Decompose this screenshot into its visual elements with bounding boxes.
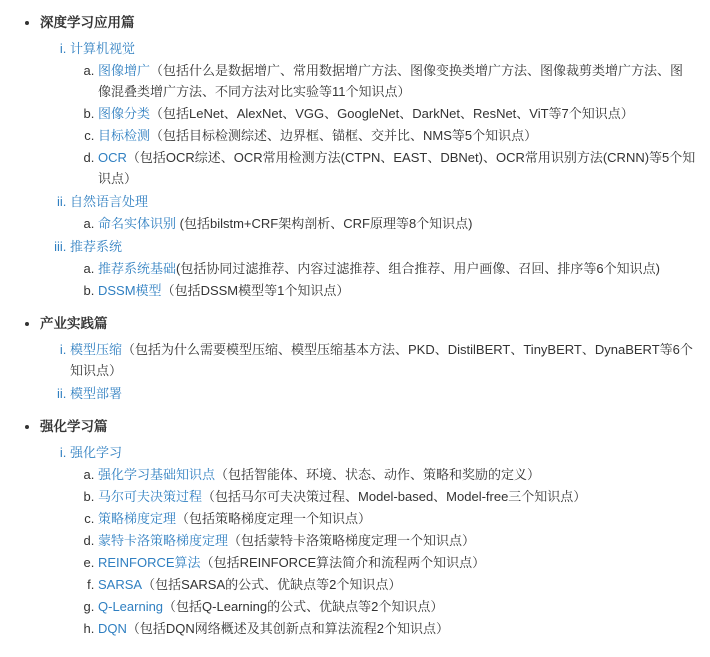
topic-item — [98, 486, 696, 507]
subsection-link[interactable]: 模型部署 — [70, 386, 123, 401]
topic-desc: （包括REINFORCE算法简介和流程两个知识点） — [200, 555, 486, 570]
subsection-link[interactable]: 推荐系统 — [70, 239, 123, 254]
topic-item — [98, 147, 696, 189]
topic-link[interactable]: 马尔可夫决策过程 — [98, 489, 203, 504]
topic-link[interactable]: 推荐系统基础 — [98, 261, 177, 276]
topic-item — [98, 213, 696, 234]
subsection-computer-vision — [70, 38, 696, 189]
topic-item — [98, 574, 696, 595]
topic-link[interactable]: Q-Learning — [98, 599, 164, 614]
subsection-desc: （包括为什么需要模型压缩、模型压缩基本方法、PKD、DistilBERT、TinyBERT、DynaBERT等6个知识点） — [70, 342, 693, 378]
topic-list — [70, 60, 696, 189]
topic-item — [98, 596, 696, 617]
topic-list — [70, 213, 696, 234]
section-industry-practice — [40, 311, 696, 404]
topic-item — [98, 618, 696, 639]
section-title: 强化学习篇 — [40, 419, 108, 434]
subsection-recommendation — [70, 236, 696, 301]
topic-desc: （包括策略梯度定理一个知识点） — [176, 511, 372, 526]
section-deep-learning-applications — [40, 10, 696, 301]
topic-desc: （包括目标检测综述、边界框、锚框、交并比、NMS等5个知识点） — [150, 128, 538, 143]
subsection-link[interactable]: 计算机视觉 — [70, 41, 136, 56]
topic-desc: （包括DSSM模型等1个知识点） — [161, 283, 350, 298]
topic-desc: （包括什么是数据增广、常用数据增广方法、图像变换类增广方法、图像裁剪类增广方法、图像混叠类增广方法、不同方法对比实验等11个知识点） — [98, 63, 684, 99]
topic-desc: （包括马尔可夫决策过程、Model-based、Model-free三个知识点） — [202, 489, 587, 504]
topic-desc: （包括DQN网络概述及其创新点和算法流程2个知识点） — [126, 621, 450, 636]
subsection-link[interactable]: 模型压缩 — [70, 342, 123, 357]
subsection-list — [40, 38, 696, 301]
topic-list — [70, 464, 696, 639]
topic-desc: （包括蒙特卡洛策略梯度定理一个知识点） — [228, 533, 476, 548]
topic-desc: （包括LeNet、AlexNet、VGG、GoogleNet、DarkNet、ResNet、ViT等7个知识点） — [150, 106, 634, 121]
topic-item — [98, 464, 696, 485]
topic-item — [98, 103, 696, 124]
topic-link[interactable]: 图像增广 — [98, 63, 151, 78]
subsection-model-deployment — [70, 383, 696, 404]
topic-link[interactable]: 目标检测 — [98, 128, 151, 143]
topic-link[interactable]: 蒙特卡洛策略梯度定理 — [98, 533, 229, 548]
topic-list — [70, 258, 696, 301]
topic-link[interactable]: 策略梯度定理 — [98, 511, 177, 526]
topic-link[interactable]: 图像分类 — [98, 106, 151, 121]
topic-item — [98, 60, 696, 102]
topic-item — [98, 552, 696, 573]
topic-desc: (包括协同过滤推荐、内容过滤推荐、组合推荐、用户画像、召回、排序等6个知识点) — [176, 261, 660, 276]
subsection-list — [40, 339, 696, 404]
section-title: 深度学习应用篇 — [40, 15, 135, 30]
subsection-list — [40, 442, 696, 639]
section-title: 产业实践篇 — [40, 316, 108, 331]
topic-link[interactable]: 命名实体识别 — [98, 216, 177, 231]
topic-link[interactable]: REINFORCE算法 — [98, 555, 201, 570]
topic-item — [98, 508, 696, 529]
bottom-spacer — [14, 649, 696, 657]
topic-desc: （包括Q-Learning的公式、优缺点等2个知识点） — [163, 599, 444, 614]
outline-root — [14, 10, 696, 639]
topic-desc: (包括bilstm+CRF架构剖析、CRF原理等8个知识点) — [179, 216, 473, 231]
topic-item — [98, 125, 696, 146]
topic-desc: （包括智能体、环境、状态、动作、策略和奖励的定义） — [215, 467, 541, 482]
topic-link[interactable]: SARSA — [98, 577, 143, 592]
section-reinforcement-learning — [40, 414, 696, 639]
subsection-link[interactable]: 自然语言处理 — [70, 194, 149, 209]
subsection-reinforcement-learning — [70, 442, 696, 639]
topic-item — [98, 530, 696, 551]
topic-item — [98, 258, 696, 279]
topic-desc: （包括OCR综述、OCR常用检测方法(CTPN、EAST、DBNet)、OCR常用识别方法(CRNN)等5个知识点） — [98, 150, 696, 186]
topic-link[interactable]: 强化学习基础知识点 — [98, 467, 216, 482]
subsection-nlp — [70, 191, 696, 234]
subsection-model-compression — [70, 339, 696, 381]
topic-desc: （包括SARSA的公式、优缺点等2个知识点） — [142, 577, 402, 592]
topic-link[interactable]: DQN — [98, 621, 127, 636]
topic-link[interactable]: OCR — [98, 150, 127, 165]
topic-link[interactable]: DSSM模型 — [98, 283, 162, 298]
topic-item — [98, 280, 696, 301]
subsection-link[interactable]: 强化学习 — [70, 445, 123, 460]
